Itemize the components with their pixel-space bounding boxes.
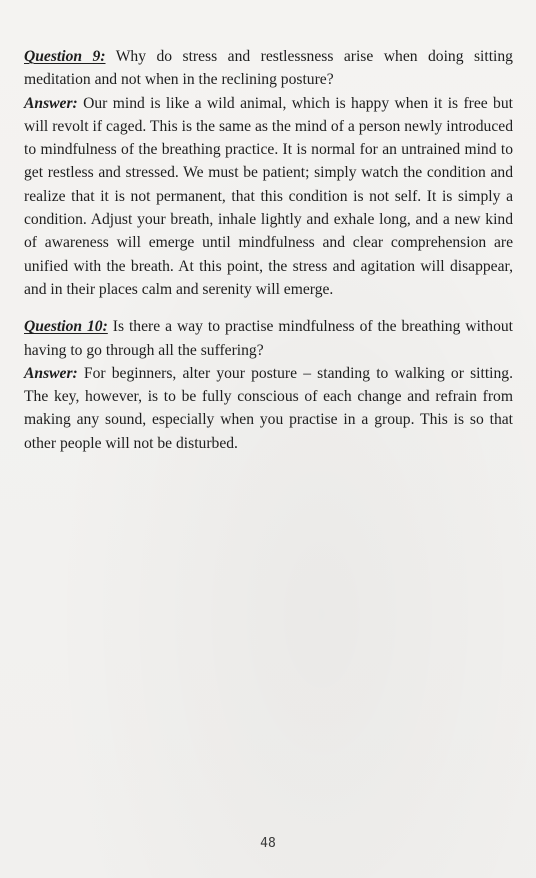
answer-9-text: Our mind is like a wild animal, which is happy when it is free but will revolt if caged. This is the same as the mind of a person newly introduced to mindfulness of the breathing practice. It is normal for an untrained mind to get restless and stressed. We must be patient; simply watch the condition and realize that it is not permanent, that this condition is not self. It is simply a condition. Adjust your breath, inhale lightly and exhale long, and a new kind of awareness will emerge until mindfulness and clear comprehension are unified with the breath. At this point, the stress and agitation will disappear, and in their places calm and serenity will emerge. <box>24 94 513 298</box>
question-10 <box>24 315 513 362</box>
question-9 <box>24 45 513 92</box>
answer-9-label: Answer: <box>24 94 78 112</box>
answer-10 <box>24 362 513 455</box>
question-10-label: Question 10: <box>24 318 108 336</box>
page-content <box>24 45 513 455</box>
qa-section-9 <box>24 45 513 301</box>
answer-9 <box>24 92 513 302</box>
question-9-label: Question 9: <box>24 48 106 65</box>
page-number: 48 <box>260 836 276 851</box>
question-10-text: Is there a way to practise mindfulness of the breathing without having to go through all the suffering? <box>24 318 513 359</box>
qa-section-10 <box>24 315 513 455</box>
answer-10-label: Answer: <box>24 364 78 382</box>
answer-10-text: For beginners, alter your posture – standing to walking or sitting. The key, however, is to be fully conscious of each change and refrain from making any sound, especially when you practise in a group. This is so that other people will not be disturbed. <box>24 364 513 452</box>
question-9-text: Why do stress and restlessness arise when doing sitting meditation and not when in the reclining posture? <box>24 48 513 89</box>
